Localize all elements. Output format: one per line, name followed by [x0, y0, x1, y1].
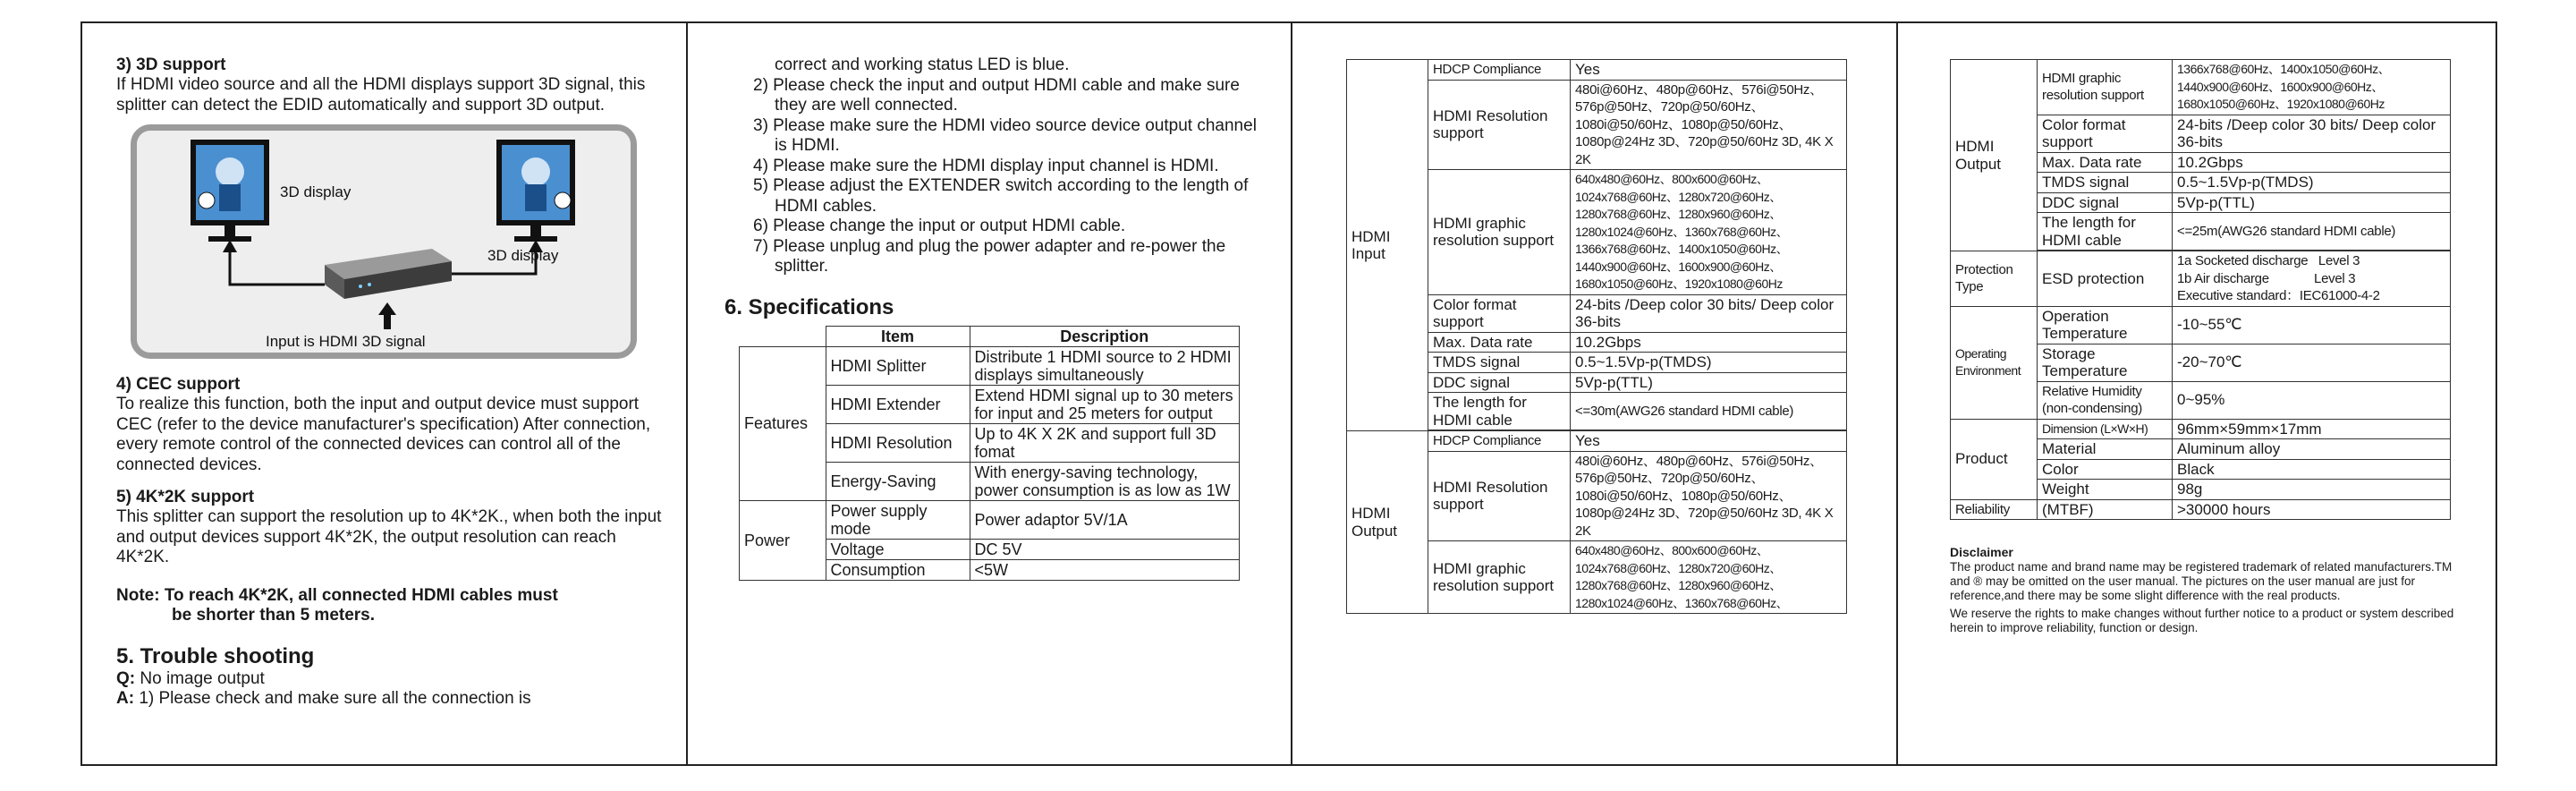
- column-header-description: Description: [970, 326, 1240, 346]
- arrow-up-icon: [223, 240, 237, 252]
- spec-description: DC 5V: [970, 539, 1240, 559]
- spec-item: Energy-Saving: [826, 462, 970, 500]
- esd-line: 1a Socketed discharge Level 3: [2177, 253, 2360, 268]
- spec-label: HDMI Resolution support: [1428, 451, 1571, 541]
- answer-continued: correct and working status LED is blue.: [775, 55, 1070, 74]
- table-row: [1951, 419, 2451, 439]
- spec-value: 1366x768@60Hz、1400x1050@60Hz、1440x900@60Hz、1600x900@60Hz、1680x1050@60Hz、1920x1080@60Hz: [2173, 60, 2451, 115]
- column-header-item: Item: [826, 326, 970, 346]
- step-item: 3) Please make sure the HDMI video source device output channel is HDMI.: [753, 115, 1257, 155]
- spec-label: TMDS signal: [2038, 173, 2173, 193]
- spec-value: 98g: [2173, 480, 2451, 500]
- spec-label: HDCP Compliance: [1428, 60, 1571, 81]
- specifications-heading: 6. Specifications: [724, 294, 894, 319]
- step-item: 4) Please make sure the HDMI display input channel is HDMI.: [753, 156, 1219, 175]
- spec-label: HDMI graphic resolution support: [1428, 541, 1571, 614]
- disclaimer-paragraph: We reserve the rights to make changes without further notice to a product or system described herein to improve reliability, function or design.: [1950, 607, 2454, 634]
- question-line: [116, 669, 671, 690]
- table-header-row: [740, 326, 1240, 346]
- step-item: 6) Please change the input or output HDMI cable.: [753, 217, 1126, 235]
- protection-type-label: Protection Type: [1951, 251, 2038, 307]
- left-display-label: 3D display: [280, 183, 352, 200]
- disclaimer-paragraph: The product name and brand name may be registered trademark of related manufacturers.TM and ® may be omitted on the user manual. The pictures on the user manual are just for reference,and there may be some slight difference with the real products.: [1950, 560, 2453, 602]
- spec-description: Up to 4K X 2K and support full 3D fomat: [970, 423, 1240, 462]
- input-arrow-icon: [378, 302, 396, 329]
- disclaimer-title: Disclaimer: [1950, 545, 2013, 559]
- spec-description: <5W: [970, 559, 1240, 580]
- question-label: Q:: [116, 668, 136, 688]
- spec-item: Voltage: [826, 539, 970, 559]
- spec-label: DDC signal: [1428, 372, 1571, 393]
- spec-value: 10.2Gbps: [1571, 332, 1847, 353]
- spec-value: -20~70℃: [2173, 344, 2451, 381]
- spec-label: Operation Temperature: [2038, 306, 2173, 344]
- spec-value: 96mm×59mm×17mm: [2173, 419, 2451, 439]
- table-row: [740, 500, 1240, 539]
- fold-line: [686, 21, 688, 766]
- table-row: [1951, 60, 2451, 115]
- specifications-table: [739, 326, 1240, 581]
- step-item: 2) Please check the input and output HDMI cable and make sure they are well connected.: [753, 75, 1240, 115]
- power-group-label: Power: [740, 500, 826, 580]
- hdmi-output-label: HDMI Output: [1951, 60, 2038, 251]
- spec-item: HDMI Splitter: [826, 346, 970, 385]
- spec-label: Color format support: [2038, 115, 2173, 152]
- left-display-image: [191, 140, 269, 242]
- note-line-2: be shorter than 5 meters.: [172, 606, 376, 625]
- answer-label: A:: [116, 689, 135, 708]
- splitter-device-image: [325, 249, 452, 299]
- spec-label: TMDS signal: [1428, 353, 1571, 373]
- table-row: [1951, 306, 2451, 344]
- spec-label: HDMI graphic resolution support: [1428, 170, 1571, 295]
- spec-description: With energy-saving technology, power consumption is as low as 1W: [970, 462, 1240, 500]
- table-row: [1951, 251, 2451, 307]
- panel-4: [1950, 21, 2460, 766]
- step-item: 5) Please adjust the EXTENDER switch according to the length of HDMI cables.: [753, 176, 1249, 216]
- spec-value: 0.5~1.5Vp-p(TMDS): [1571, 353, 1847, 373]
- spec-label: Color format support: [1428, 294, 1571, 332]
- disclaimer: [1950, 545, 2460, 635]
- trouble-steps-list: [724, 76, 1270, 277]
- hdmi-output-spec-table: [1950, 59, 2451, 520]
- spec-value: Yes: [1571, 431, 1847, 452]
- note-line-1: Note: To reach 4K*2K, all connected HDMI cables must: [116, 585, 558, 605]
- 3d-diagram: [137, 131, 631, 353]
- 3d-illustration: [131, 124, 637, 359]
- spec-value: 640x480@60Hz、800x600@60Hz、1024x768@60Hz、1280x720@60Hz、1280x768@60Hz、1280x960@60Hz、1280x1024@60Hz、1360x768@60Hz、1366x768@60Hz、1400x1050@60Hz、1440x900@60Hz、1600x900@60Hz、1680x1050@60Hz、1920x1080@60Hz: [1571, 170, 1847, 295]
- spec-value: 5Vp-p(TTL): [2173, 192, 2451, 213]
- spec-value: 480i@60Hz、480p@60Hz、576i@50Hz、576p@50Hz、720p@50/60Hz、1080i@50/60Hz、1080p@50/60Hz、1080p@24Hz 3D、720p@50/60Hz 3D, 4K X 2K: [1571, 80, 1847, 170]
- table-row: [740, 346, 1240, 385]
- spec-label: HDCP Compliance: [1428, 431, 1571, 452]
- panel-2: [724, 21, 1270, 766]
- spec-value: <=30m(AWG26 standard HDMI cable): [1571, 393, 1847, 430]
- esd-line: Executive standard：IEC61000-4-2: [2177, 288, 2380, 303]
- esd-line: 1b Air discharge Level 3: [2177, 270, 2356, 286]
- table-row: [1347, 60, 1847, 81]
- table-row: [1347, 431, 1847, 452]
- spec-label: Dimension (L×W×H): [2038, 419, 2173, 439]
- product-label: Product: [1951, 419, 2038, 499]
- spec-item: Power supply mode: [826, 500, 970, 539]
- section-cec-title: 4) CEC support: [116, 375, 241, 394]
- input-signal-label: Input is HDMI 3D signal: [266, 333, 426, 350]
- answer-text: 1) Please check and make sure all the connection is: [134, 689, 531, 708]
- spec-description: Extend HDMI signal up to 30 meters for input and 25 meters for output: [970, 385, 1240, 423]
- spec-value: Yes: [1571, 60, 1847, 81]
- reliability-label: Reliability: [1951, 499, 2038, 520]
- spec-description: Power adaptor 5V/1A: [970, 500, 1240, 539]
- features-group-label: Features: [740, 346, 826, 500]
- spec-label: ESD protection: [2038, 251, 2173, 307]
- section-3d-title: 3) 3D support: [116, 55, 226, 74]
- spec-value: 640x480@60Hz、800x600@60Hz、1024x768@60Hz、1280x720@60Hz、1280x768@60Hz、1280x960@60Hz、1280x1024@60Hz、1360x768@60Hz、: [1571, 541, 1847, 614]
- spec-value: Aluminum alloy: [2173, 439, 2451, 460]
- spec-label: Max. Data rate: [1428, 332, 1571, 353]
- spec-label: DDC signal: [2038, 192, 2173, 213]
- spec-label: The length for HDMI cable: [2038, 213, 2173, 251]
- section-cec-body: To realize this function, both the input and output device must support CEC (refer to the device manufacturer's specification) After connection, every remote control of the connected devices can control all of the connected devices.: [116, 395, 651, 474]
- step-item: 7) Please unplug and plug the power adapter and re-power the splitter.: [753, 236, 1226, 276]
- spec-value: 0~95%: [2173, 381, 2451, 419]
- spec-label: HDMI graphic resolution support: [2038, 60, 2173, 115]
- spec-item: Consumption: [826, 559, 970, 580]
- section-4k-title: 5) 4K*2K support: [116, 488, 255, 506]
- spec-label: Relative Humidity (non-condensing): [2038, 381, 2173, 419]
- fold-line: [1896, 21, 1898, 766]
- spec-value: 480i@60Hz、480p@60Hz、576i@50Hz、576p@50Hz、720p@50/60Hz、1080i@50/60Hz、1080p@50/60Hz、1080p@24Hz 3D、720p@50/60Hz 3D, 4K X 2K: [1571, 451, 1847, 541]
- spec-value: <=25m(AWG26 standard HDMI cable): [2173, 213, 2451, 251]
- spec-value: 10.2Gbps: [2173, 152, 2451, 173]
- hdmi-spec-table: [1346, 59, 1847, 614]
- spec-label: Color: [2038, 459, 2173, 480]
- spec-label: HDMI Resolution support: [1428, 80, 1571, 170]
- spec-value: 24-bits /Deep color 30 bits/ Deep color 36-bits: [1571, 294, 1847, 332]
- table-row: [1951, 499, 2451, 520]
- answer-line: [116, 689, 671, 710]
- section-4k-body: This splitter can support the resolution up to 4K*2K., when both the input and output devices support 4K*2K, the output resolution can reach 4K*2K.: [116, 507, 662, 566]
- trouble-shooting-heading: 5. Trouble shooting: [116, 643, 315, 668]
- spec-value: -10~55℃: [2173, 306, 2451, 344]
- panel-3: [1346, 21, 1865, 766]
- spec-value: 24-bits /Deep color 30 bits/ Deep color 36-bits: [2173, 115, 2451, 152]
- spec-value: [2173, 251, 2451, 307]
- fold-line: [1291, 21, 1292, 766]
- spec-label: Weight: [2038, 480, 2173, 500]
- hdmi-output-label: HDMI Output: [1347, 431, 1428, 614]
- question-text: No image output: [135, 668, 265, 688]
- panel-1: [116, 21, 671, 766]
- spec-item: HDMI Extender: [826, 385, 970, 423]
- right-display-image: [496, 140, 575, 242]
- section-3d-body: If HDMI video source and all the HDMI displays support 3D signal, this splitter can detect the EDID automatically and support 3D output.: [116, 75, 646, 115]
- spec-label: (MTBF): [2038, 499, 2173, 520]
- spec-description: Distribute 1 HDMI source to 2 HDMI displays simultaneously: [970, 346, 1240, 385]
- spec-value: 0.5~1.5Vp-p(TMDS): [2173, 173, 2451, 193]
- spec-value: Black: [2173, 459, 2451, 480]
- spec-label: Storage Temperature: [2038, 344, 2173, 381]
- operating-environment-label: Operating Environment: [1951, 306, 2038, 419]
- spec-label: Material: [2038, 439, 2173, 460]
- spec-item: HDMI Resolution: [826, 423, 970, 462]
- spec-label: Max. Data rate: [2038, 152, 2173, 173]
- spec-label: The length for HDMI cable: [1428, 393, 1571, 430]
- hdmi-input-label: HDMI Input: [1347, 60, 1428, 431]
- spec-value: 5Vp-p(TTL): [1571, 372, 1847, 393]
- right-display-label: 3D display: [487, 247, 559, 264]
- spec-value: >30000 hours: [2173, 499, 2451, 520]
